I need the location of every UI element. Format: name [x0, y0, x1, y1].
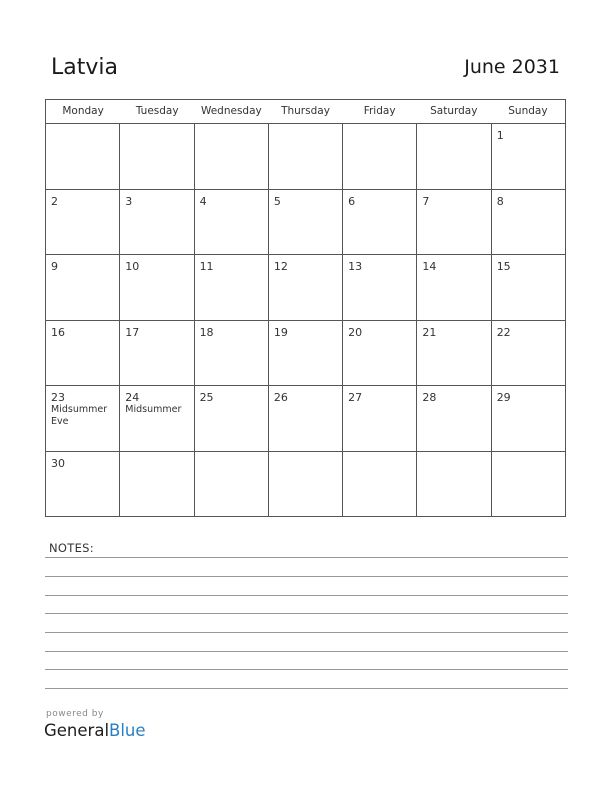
- day-cell: [269, 255, 343, 320]
- notes-line: [45, 576, 568, 577]
- day-number: 21: [422, 325, 437, 339]
- brand-blue: Blue: [109, 721, 146, 740]
- day-cell: [195, 386, 269, 451]
- day-number: 12: [273, 260, 288, 273]
- day-cell: [46, 386, 120, 451]
- notes-line: [45, 688, 568, 689]
- day-cell: [343, 124, 417, 189]
- weekday-thursday: Thursday: [281, 105, 330, 117]
- day-number: 30: [51, 456, 65, 470]
- day-cell: [492, 124, 565, 189]
- day-number: 4: [199, 194, 207, 208]
- day-number: 8: [496, 194, 504, 208]
- holiday-label: Midsummer: [125, 404, 182, 415]
- day-cell: [120, 190, 194, 255]
- day-cell: [195, 124, 269, 189]
- day-cell: [120, 321, 194, 386]
- generalblue-logo: [44, 721, 146, 740]
- weekday-wednesday: Wednesday: [200, 105, 262, 117]
- day-cell: [343, 452, 417, 518]
- day-number: 25: [199, 391, 214, 404]
- day-cell: [417, 386, 491, 451]
- notes-line: [45, 632, 568, 633]
- day-cell: [120, 452, 194, 518]
- notes-line: [45, 595, 568, 596]
- weekday-sunday: Sunday: [508, 105, 548, 117]
- day-number: 19: [273, 325, 288, 339]
- day-number: 11: [199, 260, 214, 273]
- country-title: Latvia: [51, 55, 118, 80]
- day-number: 18: [199, 325, 214, 339]
- day-cell: [343, 321, 417, 386]
- weekday-monday: Monday: [62, 105, 104, 117]
- holiday-label: Midsummer Eve: [51, 404, 108, 427]
- day-cell: [269, 124, 343, 189]
- day-cell: [417, 321, 491, 386]
- day-cell: [195, 321, 269, 386]
- day-number: 23: [51, 391, 65, 404]
- day-cell: [120, 386, 194, 451]
- day-number: 3: [125, 194, 133, 208]
- notes-label: NOTES:: [49, 541, 94, 555]
- week-row: [46, 386, 565, 452]
- day-number: 29: [496, 391, 511, 404]
- day-number: 6: [348, 194, 356, 208]
- week-row: [46, 190, 565, 256]
- day-number: 17: [125, 325, 140, 339]
- day-number: 2: [51, 194, 58, 208]
- day-number: 24: [125, 391, 140, 404]
- day-cell: [343, 255, 417, 320]
- notes-line: [45, 669, 568, 670]
- day-number: 26: [273, 391, 288, 404]
- week-row: [46, 124, 565, 190]
- day-number: 5: [273, 194, 281, 208]
- day-cell: [492, 452, 565, 518]
- weekday-tuesday: Tuesday: [135, 105, 179, 117]
- week-row: [46, 321, 565, 387]
- notes-line: [45, 651, 568, 652]
- day-cell: [417, 255, 491, 320]
- powered-by-text: powered by: [46, 709, 104, 719]
- day-cell: [120, 124, 194, 189]
- weekday-header: [46, 100, 565, 124]
- day-number: 27: [348, 391, 363, 404]
- day-number: 20: [348, 325, 363, 339]
- day-cell: [269, 190, 343, 255]
- day-cell: [46, 321, 120, 386]
- day-cell: [343, 190, 417, 255]
- day-cell: [492, 190, 565, 255]
- day-number: 1: [496, 129, 504, 142]
- day-cell: [195, 452, 269, 518]
- weekday-saturday: Saturday: [430, 105, 478, 117]
- day-cell: [269, 452, 343, 518]
- day-cell: [417, 124, 491, 189]
- day-number: 9: [51, 260, 58, 273]
- day-number: 22: [496, 325, 511, 339]
- brand-general: General: [44, 721, 110, 740]
- week-row: [46, 452, 565, 518]
- day-cell: [120, 255, 194, 320]
- day-cell: [195, 190, 269, 255]
- day-number: 10: [125, 260, 140, 273]
- day-cell: [492, 255, 565, 320]
- day-cell: [417, 190, 491, 255]
- month-year-title: June 2031: [464, 56, 560, 78]
- day-cell: [492, 321, 565, 386]
- day-cell: [46, 124, 120, 189]
- week-row: [46, 255, 565, 321]
- day-number: 7: [422, 194, 430, 208]
- calendar-grid: [45, 99, 566, 517]
- day-number: 14: [422, 260, 437, 273]
- day-cell: [269, 321, 343, 386]
- day-cell: [46, 452, 120, 518]
- notes-line: [45, 613, 568, 614]
- day-number: 16: [51, 325, 65, 339]
- day-cell: [269, 386, 343, 451]
- notes-line: [45, 557, 568, 558]
- weekday-friday: Friday: [363, 105, 396, 117]
- day-number: 15: [496, 260, 511, 273]
- day-number: 28: [422, 391, 437, 404]
- day-cell: [46, 190, 120, 255]
- day-cell: [343, 386, 417, 451]
- day-number: 13: [348, 260, 363, 273]
- day-cell: [492, 386, 565, 451]
- day-cell: [46, 255, 120, 320]
- day-cell: [417, 452, 491, 518]
- day-cell: [195, 255, 269, 320]
